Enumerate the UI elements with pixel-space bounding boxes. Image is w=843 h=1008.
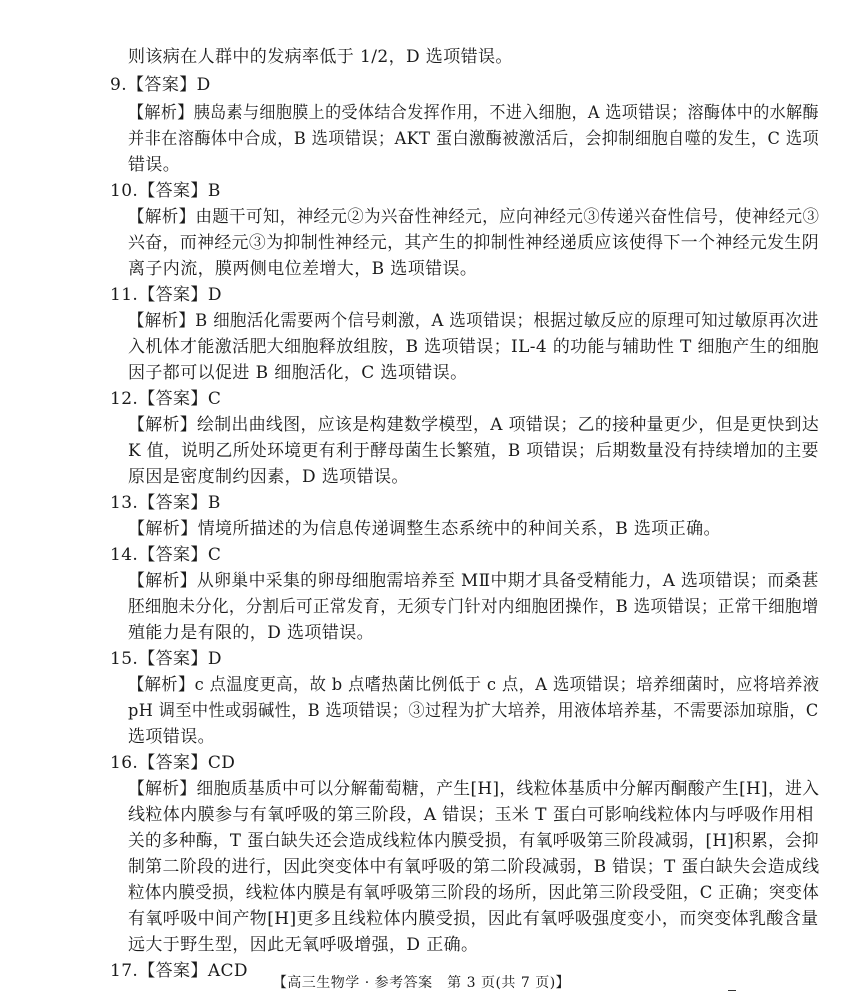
text-line: 线粒体内膜参与有氧呼吸的第三阶段，A 错误；玉米 T 蛋白可影响线粒体内与呼吸作用相 [128, 805, 814, 825]
text-line: 入机体才能激活肥大细胞释放组胺，B 选项错误；IL-4 的功能与辅助性 T 细胞产生的细胞 [128, 337, 820, 357]
text-line: 殖能力是有限的，D 选项错误。 [128, 623, 375, 643]
analysis-line: 【解析】胰岛素与细胞膜上的受体结合发挥作用，不进入细胞，A 选项错误；溶酶体中的水解酶 [128, 103, 819, 123]
analysis-line: 【解析】B 细胞活化需要两个信号刺激，A 选项错误；根据过敏反应的原理可知过敏原再次进 [128, 311, 819, 331]
text-line: 则该病在人群中的发病率低于 1/2，D 选项错误。 [128, 47, 513, 67]
text-line: 有氧呼吸中间产物[H]更多且线粒体内膜受损，因此有氧呼吸强度变小，而突变体乳酸含量 [128, 909, 819, 929]
analysis-line: 【解析】情境所描述的为信息传递调整生态系统中的种间关系，B 选项正确。 [128, 519, 721, 539]
answer-heading-9: 9.【答案】D [110, 75, 211, 95]
text-line: 并非在溶酶体中合成，B 选项错误；AKT 蛋白激酶被激活后，会抑制细胞自噬的发生，C 选项 [128, 129, 820, 149]
text-line: 制第二阶段的进行，因此突变体中有氧呼吸的第二阶段减弱，B 错误；T 蛋白缺失会造成线 [128, 857, 820, 877]
text-line: 胚细胞未分化，分割后可正常发育，无须专门针对内细胞团操作，B 选项错误；正常干细胞增 [128, 597, 819, 617]
text-line: 粒体内膜受损，线粒体内膜是有氧呼吸第三阶段的场所，因此第三阶段受阻，C 正确；突变体 [128, 883, 820, 903]
text-line: 因子都可以促进 B 细胞活化，C 选项错误。 [128, 363, 468, 383]
answer-heading-15: 15.【答案】D [110, 649, 222, 669]
page-footer: 【高三生物学 · 参考答案 第 3 页(共 7 页)】 [272, 975, 571, 991]
text-line: 原因是密度制约因素，D 选项错误。 [128, 467, 409, 487]
answer-heading-12: 12.【答案】C [110, 389, 222, 409]
answer-heading-10: 10.【答案】B [110, 181, 221, 201]
analysis-line: 【解析】细胞质基质中可以分解葡萄糖，产生[H]，线粒体基质中分解丙酮酸产生[H]，进入 [128, 779, 820, 799]
text-line: 远大于野生型，因此无氧呼吸增强，D 正确。 [128, 935, 479, 955]
text-line: 兴奋，而神经元③为抑制性神经元，其产生的抑制性神经递质应该使得下一个神经元发生阴 [128, 233, 819, 253]
analysis-line: 【解析】绘制出曲线图，应该是构建数学模型，A 项错误；乙的接种量更少，但是更快到达 [128, 415, 820, 435]
answer-heading-17: 17.【答案】ACD [110, 961, 248, 981]
answer-heading-16: 16.【答案】CD [110, 753, 236, 773]
analysis-line: 【解析】从卵巢中采集的卵母细胞需培养至 MⅡ中期才具备受精能力，A 选项错误；而桑葚 [128, 571, 819, 591]
text-line: 选项错误。 [128, 727, 215, 747]
text-line: 离子内流，膜两侧电位差增大，B 选项错误。 [128, 259, 478, 279]
analysis-line: 【解析】c 点温度更高，故 b 点嗜热菌比例低于 c 点，A 选项错误；培养细菌时，应将培养液 [128, 675, 820, 695]
answer-heading-13: 13.【答案】B [110, 493, 221, 513]
text-line: K 值，说明乙所处环境更有利于酵母菌生长繁殖，B 项错误；后期数量没有持续增加的主要 [128, 441, 819, 461]
text-line: 错误。 [128, 155, 181, 175]
corner-mark [728, 990, 736, 991]
text-line: pH 调至中性或弱碱性，B 选项错误；③过程为扩大培养，用液体培养基，不需要添加琼脂，C [128, 701, 819, 721]
answer-heading-11: 11.【答案】D [110, 285, 222, 305]
text-line: 关的多种酶，T 蛋白缺失还会造成线粒体内膜受损，有氧呼吸第三阶段减弱，[H]积累，会抑 [128, 831, 820, 851]
answer-heading-14: 14.【答案】C [110, 545, 222, 565]
analysis-line: 【解析】由题干可知，神经元②为兴奋性神经元，应向神经元③传递兴奋性信号，使神经元③ [128, 207, 820, 227]
